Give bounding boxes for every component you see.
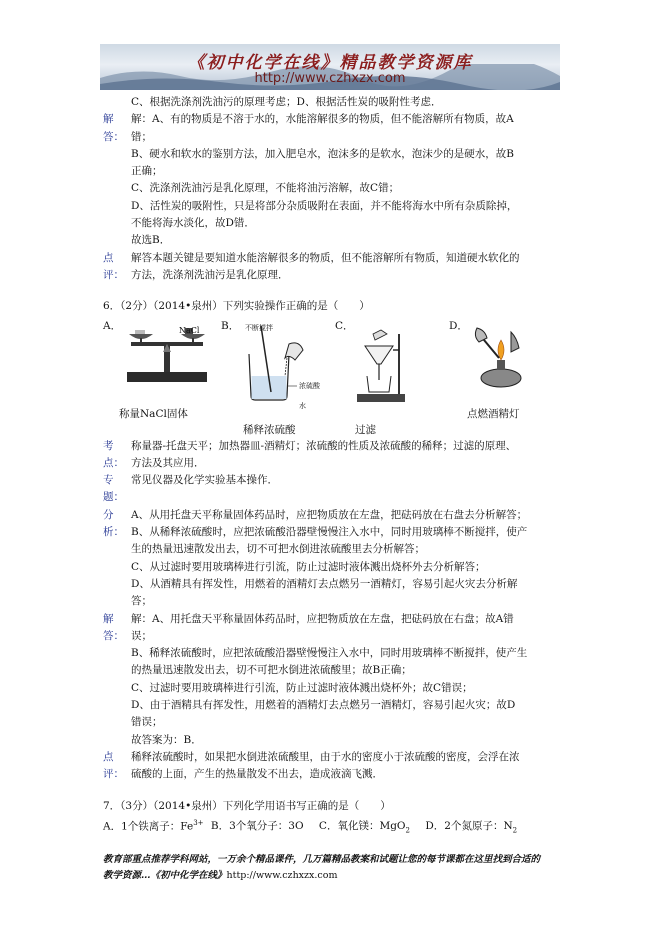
q5-answer-line: 不能将海水淡化，故D错． — [131, 217, 255, 230]
nacl-label: NaCl — [179, 325, 200, 335]
q6-kaodian-line: 称量器-托盘天平；加热器皿-酒精灯；浓硫酸的性质及浓硫酸的稀释；过滤的原理、 — [131, 439, 517, 452]
q5-answer-line: D、活性炭的吸附性，只是将部分杂质吸附在表面，并不能将海水中所有杂质除掉， — [131, 199, 518, 212]
q5-comment-line: 解答本题关键是要知道水能溶解很多的物质，但不能溶解所有物质，知道硬水软化的 — [131, 251, 520, 264]
banner-url[interactable]: http://www.czhxzx.com — [254, 71, 406, 86]
q6-kaodian-label: 考点： — [103, 439, 124, 469]
q6-answer-line: 误； — [131, 629, 152, 642]
q6-comment — [103, 749, 563, 784]
q6-fenxi-line: A、从用托盘天平称量固体药品时，应把物质放在左盘，把砝码放在右盘去分析解答； — [131, 508, 528, 521]
q6-fenxi-line: 生的热量迅速散发出去，切不可把水倒进浓硫酸里去分析解答； — [131, 543, 425, 556]
q7-option-c: C．氧化镁：MgO — [318, 820, 406, 833]
q6-figures — [103, 318, 563, 436]
stir-label: 不断搅拌 — [245, 323, 273, 332]
footer-line1: 教育部重点推荐学科网站，一万余个精品课件，几万篇精品教案和试题让您的每节课都在这里找到合适的 — [103, 854, 541, 865]
q5-answer-line: 故选B． — [131, 234, 171, 247]
q6-zhuanti — [103, 472, 563, 507]
q6-comment-line: 硫酸的上面，产生的热量散发不出去，造成液滴飞溅． — [131, 768, 383, 781]
q7-option-c-sub: 2 — [405, 826, 410, 835]
q5-answer — [103, 111, 563, 249]
footer-url[interactable]: http://www.czhxzx.com — [226, 870, 338, 881]
q6-answer — [103, 611, 563, 749]
q5-comment-label: 点评： — [103, 251, 124, 281]
q6-fenxi — [103, 507, 563, 611]
alcohol-lamp-icon — [465, 322, 535, 392]
q5-comment — [103, 250, 563, 285]
q6-option-a: A． — [103, 319, 122, 332]
q6-fenxi-line: B、从稀释浓硫酸时，应把浓硫酸沿器壁慢慢注入水中，同时用玻璃棒不断搅拌，使产 — [131, 526, 528, 539]
q5-answer-line: C、洗涤剂洗油污是乳化原理，不能将油污溶解，故C错； — [131, 182, 400, 195]
q7-option-d: D．2个氮原子：N — [425, 820, 513, 833]
q7-option-a: A．1个铁离子：Fe — [103, 820, 194, 833]
q6-answer-label: 解答： — [103, 612, 124, 642]
water-label: 水 — [299, 401, 306, 410]
q6-zhuanti-label: 专题： — [103, 474, 124, 504]
acid-label: 浓硫酸 — [299, 381, 320, 390]
q6-answer-line: B、稀释浓硫酸时，应把浓硫酸沿器壁慢慢注入水中，同时用玻璃棒不断搅拌，使产生 — [131, 647, 528, 660]
page-footer — [103, 852, 563, 884]
q7-option-a-sup: 3+ — [193, 818, 204, 827]
caption-b: 稀释浓硫酸 — [243, 423, 296, 436]
q6-comment-line: 稀释浓硫酸时，如果把水倒进浓硫酸里，由于水的密度小于浓硫酸的密度，会浮在浓 — [131, 750, 520, 763]
q6-answer-line: D、由于酒精具有挥发性，用燃着的酒精灯去点燃另一酒精灯，容易引起火灾；故D — [131, 699, 516, 712]
q6-zhuanti-text: 常见仪器及化学实验基本操作． — [131, 474, 278, 487]
q6-comment-label: 点评： — [103, 750, 124, 781]
q5-answer-line: 错； — [131, 130, 152, 143]
q5-answer-label: 解答： — [103, 113, 124, 143]
q6-answer-line: 的热量迅速散发出去，切不可把水倒进浓硫酸里；故B正确； — [131, 664, 412, 677]
q6-fenxi-line: 答； — [131, 595, 152, 608]
q6-kaodian-line: 方法及其应用． — [131, 456, 205, 469]
header-banner — [100, 44, 560, 90]
q5-comment-line: 方法，洗涤剂洗油污是乳化原理． — [131, 268, 289, 281]
q7-options — [103, 815, 563, 840]
q6-answer-line: C、过滤时要用玻璃棒进行引流，防止过滤时液体溅出烧杯外；故C错误； — [131, 681, 473, 694]
document-body — [103, 94, 563, 840]
q7-stem: 7．（3分）（2014•泉州）下列化学用语书写正确的是（ ） — [103, 799, 391, 812]
q5-answer-line: B、硬水和软水的鉴别方法，加入肥皂水，泡沫多的是软水，泡沫少的是硬水，故B — [131, 147, 514, 160]
caption-d: 点燃酒精灯 — [467, 407, 520, 420]
q6-stem: 6．（2分）（2014•泉州）下列实验操作正确的是（ ） — [103, 300, 370, 313]
caption-a: 称量NaCl固体 — [119, 407, 188, 420]
filtration-icon — [351, 326, 419, 406]
q5-answer-line: 正确； — [131, 165, 163, 178]
q6-kaodian — [103, 438, 563, 473]
q6-option-c: C． — [335, 319, 354, 332]
q6-fenxi-line: D、从酒精具有挥发性，用燃着的酒精灯去点燃另一酒精灯，容易引起火灾去分析解 — [131, 577, 518, 590]
q6-answer-line: 解：A、用托盘天平称量固体药品时，应把物质放在左盘，把砝码放在右盘；故A错 — [131, 612, 514, 625]
q6-fenxi-line: C、从过滤时要用玻璃棒进行引流，防止过滤时液体溅出烧杯外去分析解答； — [131, 560, 486, 573]
caption-c: 过滤 — [355, 423, 376, 436]
q6-option-b: B． — [221, 319, 240, 332]
footer-line2: 教学资源…《初中化学在线》 — [103, 870, 227, 881]
q6-answer-line: 错误； — [131, 716, 163, 729]
q6-option-d: D． — [449, 319, 468, 332]
q7-option-b: B．3个氧分子：3O — [210, 820, 304, 833]
q6-answer-line: 故答案为：B． — [131, 733, 202, 746]
q7-option-d-sub: 2 — [512, 826, 518, 835]
q6-fenxi-label: 分析： — [103, 508, 124, 539]
banner-title: 《初中化学在线》精品教学资源库 — [187, 53, 473, 73]
q5-options-cd: C、根据洗涤剂洗油污的原理考虑；D、根据活性炭的吸附性考虑． — [131, 96, 442, 108]
q5-answer-line: 解：A、有的物质是不溶于水的，水能溶解很多的物质，但不能溶解所有物质，故A — [131, 113, 514, 126]
